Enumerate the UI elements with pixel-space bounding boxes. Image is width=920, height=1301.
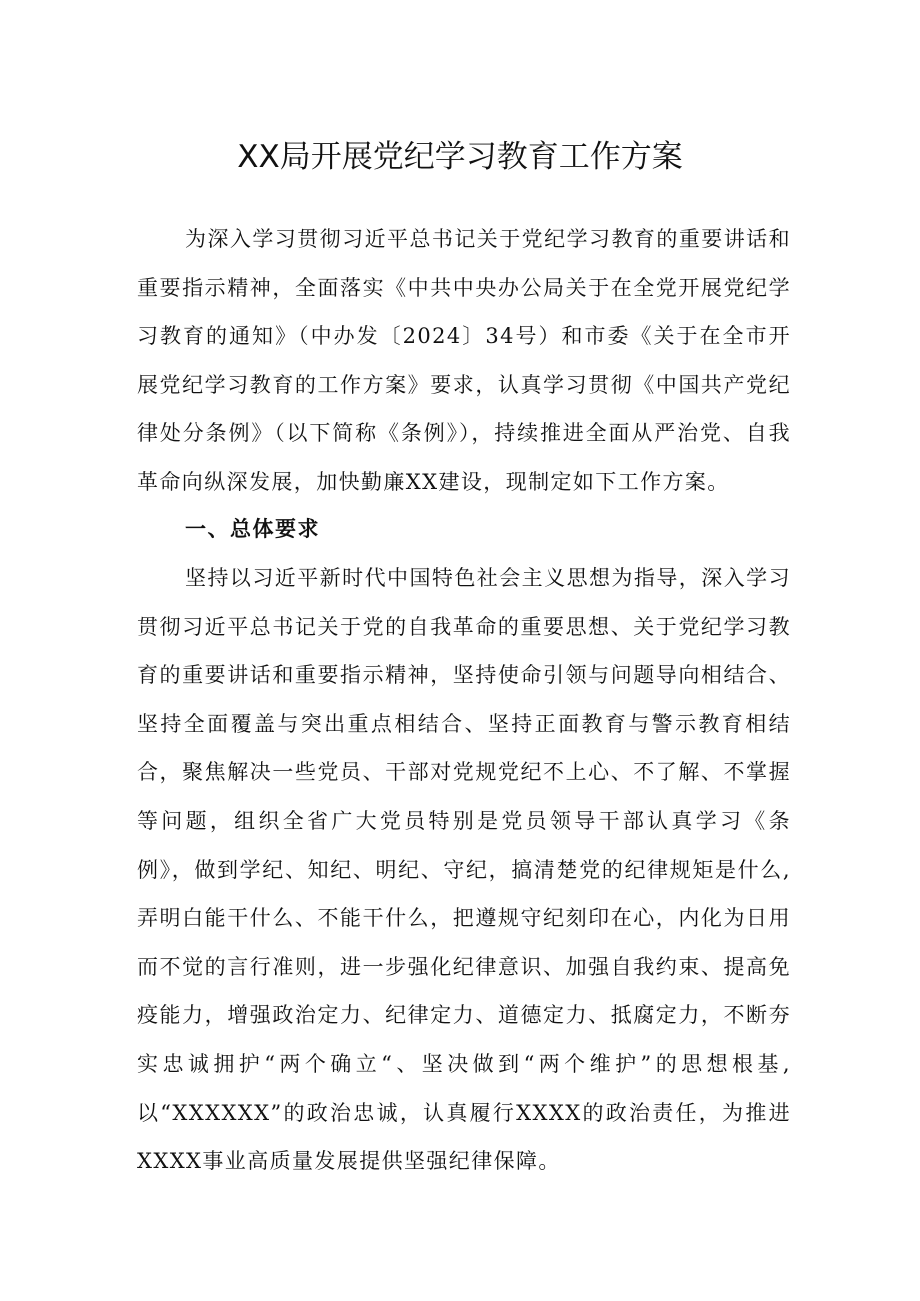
intro-paragraph: 为深入学习贯彻习近平总书记关于党纪学习教育的重要讲话和重要指示精神，全面落实《中共中央办公局关于在全党开展党纪学习教育的通知》（中办发〔2024〕34号）和市委《关于在全市开展党纪学习教育的工作方案》要求，认真学习贯彻《中国共产党纪律处分条例》（以下简称《条例》），持续推进全面从严治党、自我革命向纵深发展，加快勤廉XX建设，现制定如下工作方案。 bbox=[137, 227, 791, 494]
section-heading-overall-requirements: 一、总体要求 bbox=[185, 517, 320, 541]
overall-requirements-paragraph: 坚持以习近平新时代中国特色社会主义思想为指导，深入学习贯彻习近平总书记关于党的自我革命的重要思想、关于党纪学习教育的重要讲话和重要指示精神，坚持使命引领与问题导向相结合、坚持全面覆盖与突出重点相结合、坚持正面教育与警示教育相结合，聚焦解决一些党员、干部对党规党纪不上心、不了解、不掌握等问题，组织全省广大党员特别是党员领导干部认真学习《条例》，做到学纪、知纪、明纪、守纪，搞清楚党的纪律规矩是什么,弄明白能干什么、不能干什么，把遵规守纪刻印在心，内化为日用而不觉的言行准则，进一步强化纪律意识、加强自我约束、提高免疫能力，增强政治定力、纪律定力、道德定力、抵腐定力，不断夯实忠诚拥护“两个确立“、坚决做到“两个维护”的思想根基,以“XXXXXX”的政治忠诚，认真履行XXXX的政治责任，为推进XXXX事业高质量发展提供坚强纪律保障。 bbox=[137, 566, 791, 1174]
document-title: XX局开展党纪学习教育工作方案 bbox=[237, 139, 683, 175]
